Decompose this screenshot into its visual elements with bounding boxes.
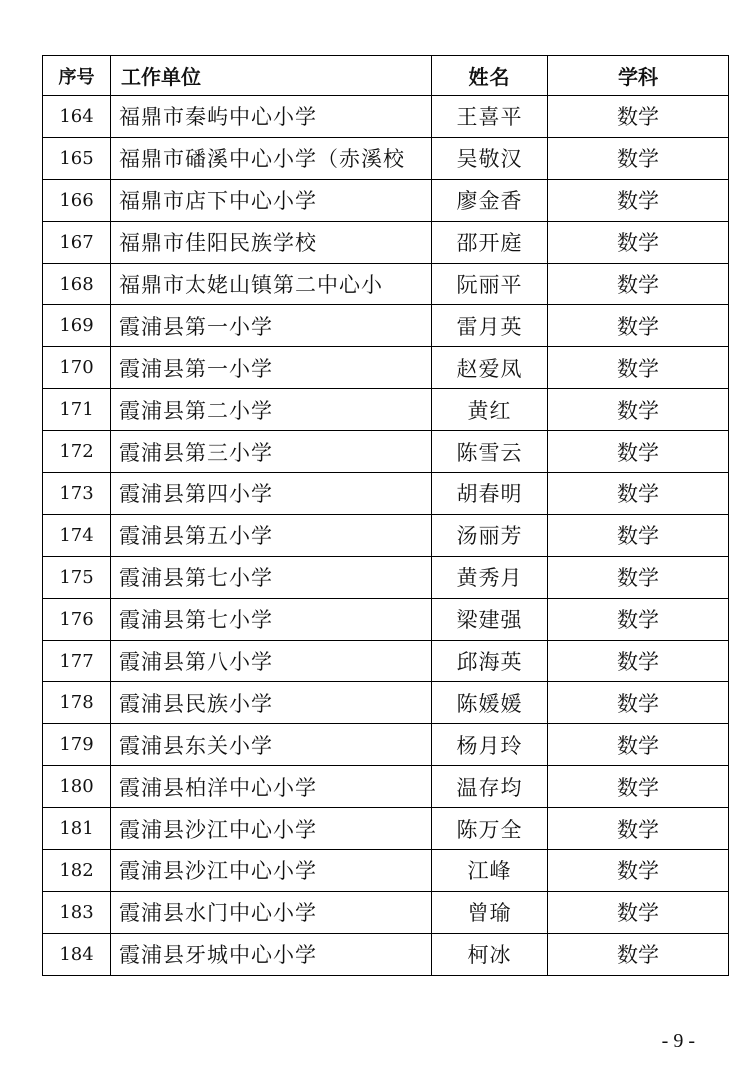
- cell-subject: 数学: [548, 850, 729, 892]
- cell-work-unit: 霞浦县民族小学: [111, 682, 432, 724]
- cell-subject: 数学: [548, 514, 729, 556]
- table-row: [43, 431, 729, 473]
- cell-serial-number: 173: [43, 473, 111, 515]
- cell-subject: 数学: [548, 96, 729, 138]
- cell-name: 黄秀月: [432, 556, 548, 598]
- table-row: [43, 305, 729, 347]
- table-row: [43, 137, 729, 179]
- header-subject: 学科: [548, 56, 729, 96]
- cell-serial-number: 183: [43, 891, 111, 933]
- table-row: [43, 263, 729, 305]
- table-row: [43, 724, 729, 766]
- table-header-row: [43, 56, 729, 96]
- cell-serial-number: 168: [43, 263, 111, 305]
- cell-subject: 数学: [548, 724, 729, 766]
- cell-name: 柯冰: [432, 933, 548, 975]
- cell-subject: 数学: [548, 808, 729, 850]
- table-row: [43, 556, 729, 598]
- cell-name: 江峰: [432, 850, 548, 892]
- page-number: - 9 -: [661, 1030, 695, 1052]
- cell-work-unit: 福鼎市佳阳民族学校: [111, 221, 432, 263]
- cell-serial-number: 167: [43, 221, 111, 263]
- cell-subject: 数学: [548, 431, 729, 473]
- table-row: [43, 347, 729, 389]
- cell-subject: 数学: [548, 347, 729, 389]
- table-row: [43, 221, 729, 263]
- cell-subject: 数学: [548, 933, 729, 975]
- cell-name: 赵爱凤: [432, 347, 548, 389]
- cell-name: 杨月玲: [432, 724, 548, 766]
- cell-name: 邵开庭: [432, 221, 548, 263]
- cell-serial-number: 178: [43, 682, 111, 724]
- cell-serial-number: 174: [43, 514, 111, 556]
- cell-subject: 数学: [548, 137, 729, 179]
- table-row: [43, 850, 729, 892]
- cell-work-unit: 福鼎市店下中心小学: [111, 179, 432, 221]
- cell-serial-number: 172: [43, 431, 111, 473]
- cell-name: 雷月英: [432, 305, 548, 347]
- cell-name: 梁建强: [432, 598, 548, 640]
- table-row: [43, 766, 729, 808]
- cell-subject: 数学: [548, 891, 729, 933]
- table-row: [43, 473, 729, 515]
- cell-name: 黄红: [432, 389, 548, 431]
- cell-serial-number: 164: [43, 96, 111, 138]
- cell-name: 吴敬汉: [432, 137, 548, 179]
- table-row: [43, 640, 729, 682]
- cell-work-unit: 霞浦县第七小学: [111, 556, 432, 598]
- cell-name: 王喜平: [432, 96, 548, 138]
- cell-subject: 数学: [548, 556, 729, 598]
- cell-subject: 数学: [548, 389, 729, 431]
- cell-name: 廖金香: [432, 179, 548, 221]
- cell-name: 胡春明: [432, 473, 548, 515]
- cell-work-unit: 福鼎市磻溪中心小学（赤溪校: [111, 137, 432, 179]
- cell-work-unit: 霞浦县第三小学: [111, 431, 432, 473]
- cell-serial-number: 170: [43, 347, 111, 389]
- cell-work-unit: 霞浦县第八小学: [111, 640, 432, 682]
- cell-serial-number: 169: [43, 305, 111, 347]
- cell-name: 陈媛媛: [432, 682, 548, 724]
- table-row: [43, 179, 729, 221]
- header-work-unit: 工作单位: [111, 56, 432, 96]
- cell-name: 阮丽平: [432, 263, 548, 305]
- table-row: [43, 514, 729, 556]
- cell-serial-number: 180: [43, 766, 111, 808]
- cell-serial-number: 175: [43, 556, 111, 598]
- table-body: [43, 96, 729, 976]
- table-row: [43, 389, 729, 431]
- table-row: [43, 891, 729, 933]
- cell-work-unit: 霞浦县柏洋中心小学: [111, 766, 432, 808]
- table-row: [43, 598, 729, 640]
- cell-name: 曾瑜: [432, 891, 548, 933]
- cell-work-unit: 福鼎市秦屿中心小学: [111, 96, 432, 138]
- cell-work-unit: 霞浦县牙城中心小学: [111, 933, 432, 975]
- cell-work-unit: 霞浦县沙江中心小学: [111, 808, 432, 850]
- cell-serial-number: 179: [43, 724, 111, 766]
- cell-name: 邱海英: [432, 640, 548, 682]
- cell-work-unit: 霞浦县第七小学: [111, 598, 432, 640]
- cell-work-unit: 霞浦县第二小学: [111, 389, 432, 431]
- cell-subject: 数学: [548, 766, 729, 808]
- cell-work-unit: 霞浦县水门中心小学: [111, 891, 432, 933]
- cell-name: 温存均: [432, 766, 548, 808]
- table-row: [43, 933, 729, 975]
- cell-serial-number: 176: [43, 598, 111, 640]
- cell-subject: 数学: [548, 221, 729, 263]
- table-row: [43, 808, 729, 850]
- cell-work-unit: 霞浦县第一小学: [111, 347, 432, 389]
- cell-subject: 数学: [548, 682, 729, 724]
- cell-work-unit: 霞浦县第四小学: [111, 473, 432, 515]
- header-serial-number: 序号: [43, 56, 111, 96]
- cell-subject: 数学: [548, 473, 729, 515]
- cell-serial-number: 182: [43, 850, 111, 892]
- cell-serial-number: 171: [43, 389, 111, 431]
- cell-work-unit: 霞浦县沙江中心小学: [111, 850, 432, 892]
- table-row: [43, 96, 729, 138]
- cell-name: 汤丽芳: [432, 514, 548, 556]
- cell-work-unit: 霞浦县第五小学: [111, 514, 432, 556]
- cell-name: 陈雪云: [432, 431, 548, 473]
- cell-serial-number: 184: [43, 933, 111, 975]
- cell-serial-number: 165: [43, 137, 111, 179]
- cell-subject: 数学: [548, 640, 729, 682]
- cell-work-unit: 福鼎市太姥山镇第二中心小: [111, 263, 432, 305]
- cell-work-unit: 霞浦县东关小学: [111, 724, 432, 766]
- table-row: [43, 682, 729, 724]
- cell-subject: 数学: [548, 263, 729, 305]
- cell-work-unit: 霞浦县第一小学: [111, 305, 432, 347]
- cell-subject: 数学: [548, 598, 729, 640]
- cell-subject: 数学: [548, 179, 729, 221]
- cell-serial-number: 181: [43, 808, 111, 850]
- cell-name: 陈万全: [432, 808, 548, 850]
- header-name: 姓名: [432, 56, 548, 96]
- cell-serial-number: 166: [43, 179, 111, 221]
- cell-subject: 数学: [548, 305, 729, 347]
- teacher-roster-table: [42, 55, 729, 976]
- cell-serial-number: 177: [43, 640, 111, 682]
